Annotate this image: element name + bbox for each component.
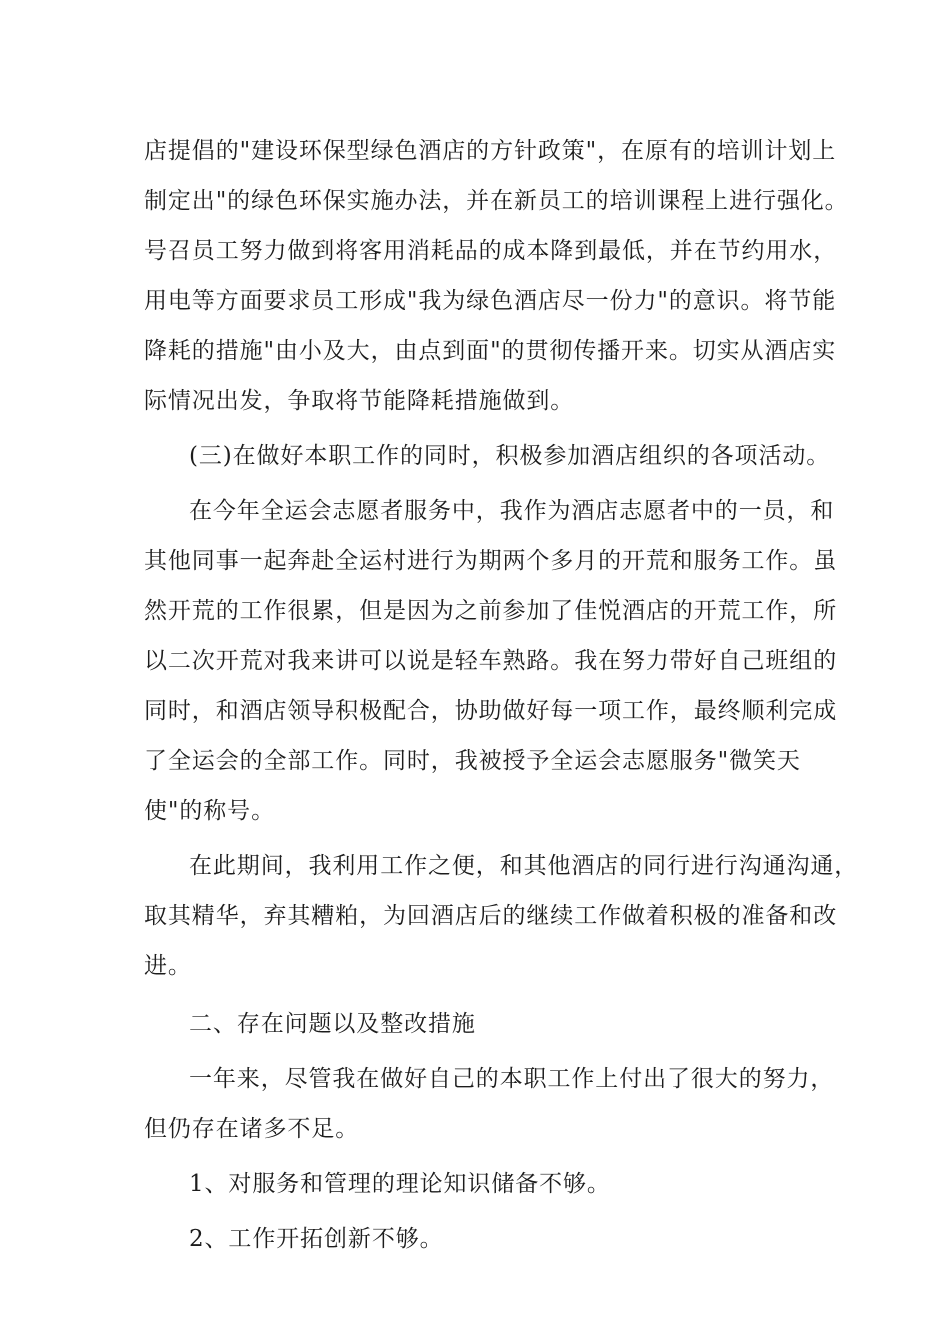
text-line: 号召员工努力做到将客用消耗品的成本降到最低，并在节约用水，: [144, 238, 838, 264]
text-line: 降耗的措施"由小及大，由点到面"的贯彻传播开来。切实从酒店实: [144, 338, 837, 364]
text-line: 取其精华，弃其糟粕，为回酒店后的继续工作做着积极的准备和改: [144, 903, 838, 929]
text-line: 在此期间，我利用工作之便，和其他酒店的同行进行沟通沟通，: [189, 853, 859, 879]
text-line: 使"的称号。: [144, 798, 275, 824]
text-line: 制定出"的绿色环保实施办法，并在新员工的培训课程上进行强化。: [144, 188, 849, 214]
list-item-innovation: 2、工作开拓创新不够。: [189, 1226, 444, 1252]
paragraph-shortcomings: [144, 1054, 834, 1154]
text-line: 但仍存在诸多不足。: [144, 1116, 360, 1142]
paragraph-volunteer-service: [144, 486, 838, 836]
text-line: 同时，和酒店领导积极配合，协助做好每一项工作，最终顺利完成: [144, 698, 838, 724]
list-item-theory-knowledge: 1、对服务和管理的理论知识储备不够。: [189, 1171, 611, 1197]
text-line: 在今年全运会志愿者服务中，我作为酒店志愿者中的一员，和: [189, 498, 835, 524]
text-line: 了全运会的全部工作。同时，我被授予全运会志愿服务"微笑天: [144, 748, 801, 774]
text-line: 然开荒的工作很累，但是因为之前参加了佳悦酒店的开荒工作，所: [144, 598, 838, 624]
text-line: 以二次开荒对我来讲可以说是轻车熟路。我在努力带好自己班组的: [144, 648, 838, 674]
document-body: [144, 126, 859, 1264]
text-line: 进。: [144, 953, 192, 979]
paragraph-communication: [144, 841, 859, 991]
text-line: 店提倡的"建设环保型绿色酒店的方针政策"，在原有的培训计划上: [144, 138, 837, 164]
paragraph-green-hotel-policy: [144, 126, 849, 426]
section-heading-activities: (三)在做好本职工作的同时，积极参加酒店组织的各项活动。: [189, 443, 831, 469]
text-line: 用电等方面要求员工形成"我为绿色酒店尽一份力"的意识。将节能: [144, 288, 837, 314]
text-line: 一年来，尽管我在做好自己的本职工作上付出了很大的努力，: [189, 1066, 835, 1092]
text-line: 其他同事一起奔赴全运村进行为期两个多月的开荒和服务工作。虽: [144, 548, 838, 574]
section-heading-problems: 二、存在问题以及整改措施: [189, 1011, 476, 1037]
text-line: 际情况出发，争取将节能降耗措施做到。: [144, 388, 575, 414]
